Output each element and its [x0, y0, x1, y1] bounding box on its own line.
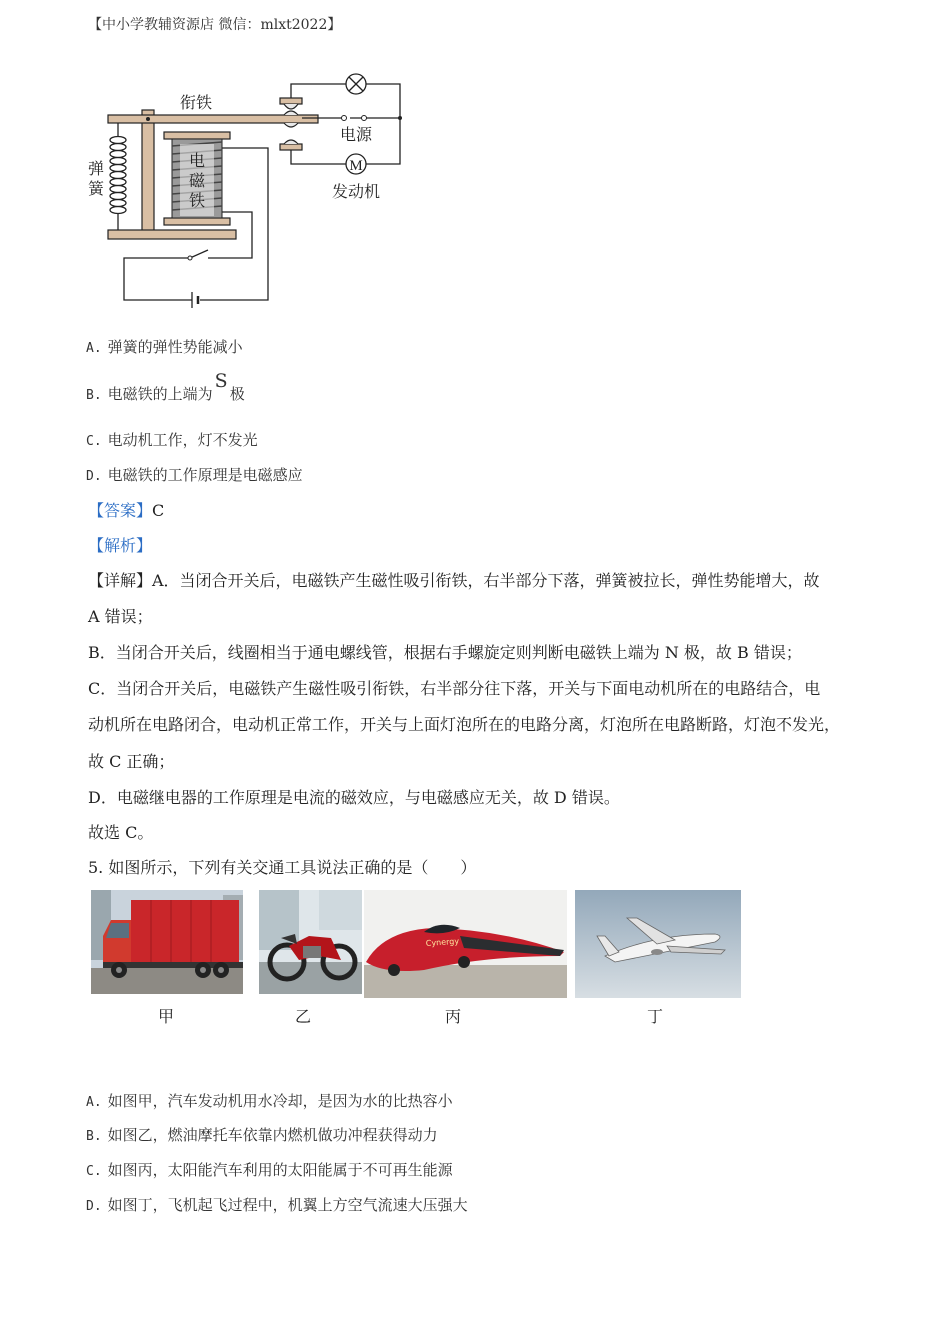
analysis-tag: 【解析】 — [88, 536, 153, 555]
detail-line: 【详解】A．当闭合开关后，电磁铁产生磁性吸引衔铁，右半部分下落，弹簧被拉长，弹性势能增大，故 — [88, 571, 820, 590]
motor-label: 发动机 — [332, 182, 381, 201]
q5-option-a: A. 如图甲，汽车发动机用水冷却，是因为水的比热容小 — [86, 1092, 453, 1110]
power-label: 电源 — [340, 125, 373, 144]
answer-tag: 【答案】 — [88, 501, 153, 520]
relay-circuit-diagram — [80, 70, 420, 315]
detail-line: C．当闭合开关后，电磁铁产生磁性吸引衔铁，右半部分往下落，开关与下面电动机所在的电路结合，电 — [88, 679, 821, 698]
spring-label-1: 弹 — [88, 159, 105, 178]
spring-label-2: 簧 — [88, 179, 105, 198]
detail-line: 故 C 正确； — [88, 752, 175, 771]
detail-line: B．当闭合开关后，线圈相当于通电螺线管，根据右手螺旋定则判断电磁铁上端为 N 极，故 B 错误； — [88, 643, 802, 662]
car-text: Cynergy — [425, 936, 460, 948]
electromagnet-label-2: 磁 — [189, 171, 206, 190]
armature-bar — [108, 115, 318, 123]
q5-stem: 5. 如图所示，下列有关交通工具说法正确的是（ ） — [88, 858, 477, 877]
s-symbol: S — [214, 370, 228, 392]
detail-line: A 错误； — [88, 607, 153, 626]
lamp-icon — [346, 74, 366, 94]
detail-line: 动机所在电路闭合，电动机正常工作，开关与上面灯泡所在的电路分离，灯泡所在电路断路，灯泡不发光， — [88, 715, 841, 734]
q4-option-d: D. 电磁铁的工作原理是电磁感应 — [86, 466, 303, 484]
q4-option-a: A. 弹簧的弹性势能减小 — [86, 338, 243, 356]
q5-option-b: B. 如图乙，燃油摩托车依靠内燃机做功冲程获得动力 — [86, 1126, 438, 1144]
motor-symbol: M — [349, 158, 363, 174]
airplane-photo — [575, 890, 741, 998]
caption-ding: 丁 — [647, 1007, 664, 1026]
electromagnet-label-1: 电 — [189, 151, 206, 170]
motorcycle-photo — [259, 890, 362, 994]
q4-option-c: C. 电动机工作，灯不发光 — [86, 431, 258, 449]
q5-option-d: D. 如图丁，飞机起飞过程中，机翼上方空气流速大压强大 — [86, 1196, 468, 1214]
motor-icon — [346, 154, 366, 174]
page-header: 【中小学教辅资源店 微信：mlxt2022】 — [88, 17, 342, 33]
q5-option-c: C. 如图丙，太阳能汽车利用的太阳能属于不可再生能源 — [86, 1161, 453, 1179]
solar-car-photo — [364, 890, 567, 998]
caption-bing: 丙 — [445, 1007, 462, 1026]
caption-jia: 甲 — [158, 1007, 175, 1026]
answer-line: 【答案】C — [88, 501, 165, 520]
armature-label: 衔铁 — [180, 93, 213, 112]
truck-photo — [91, 890, 243, 994]
detail-line: 故选 C。 — [88, 823, 154, 842]
electromagnet-label-3: 铁 — [189, 191, 206, 210]
caption-yi: 乙 — [295, 1007, 312, 1026]
spring-coil — [110, 122, 126, 230]
detail-line: D．电磁继电器的工作原理是电流的磁效应，与电磁感应无关，故 D 错误。 — [88, 788, 620, 807]
q4-option-b: B. 电磁铁的上端为S极 — [86, 370, 245, 403]
